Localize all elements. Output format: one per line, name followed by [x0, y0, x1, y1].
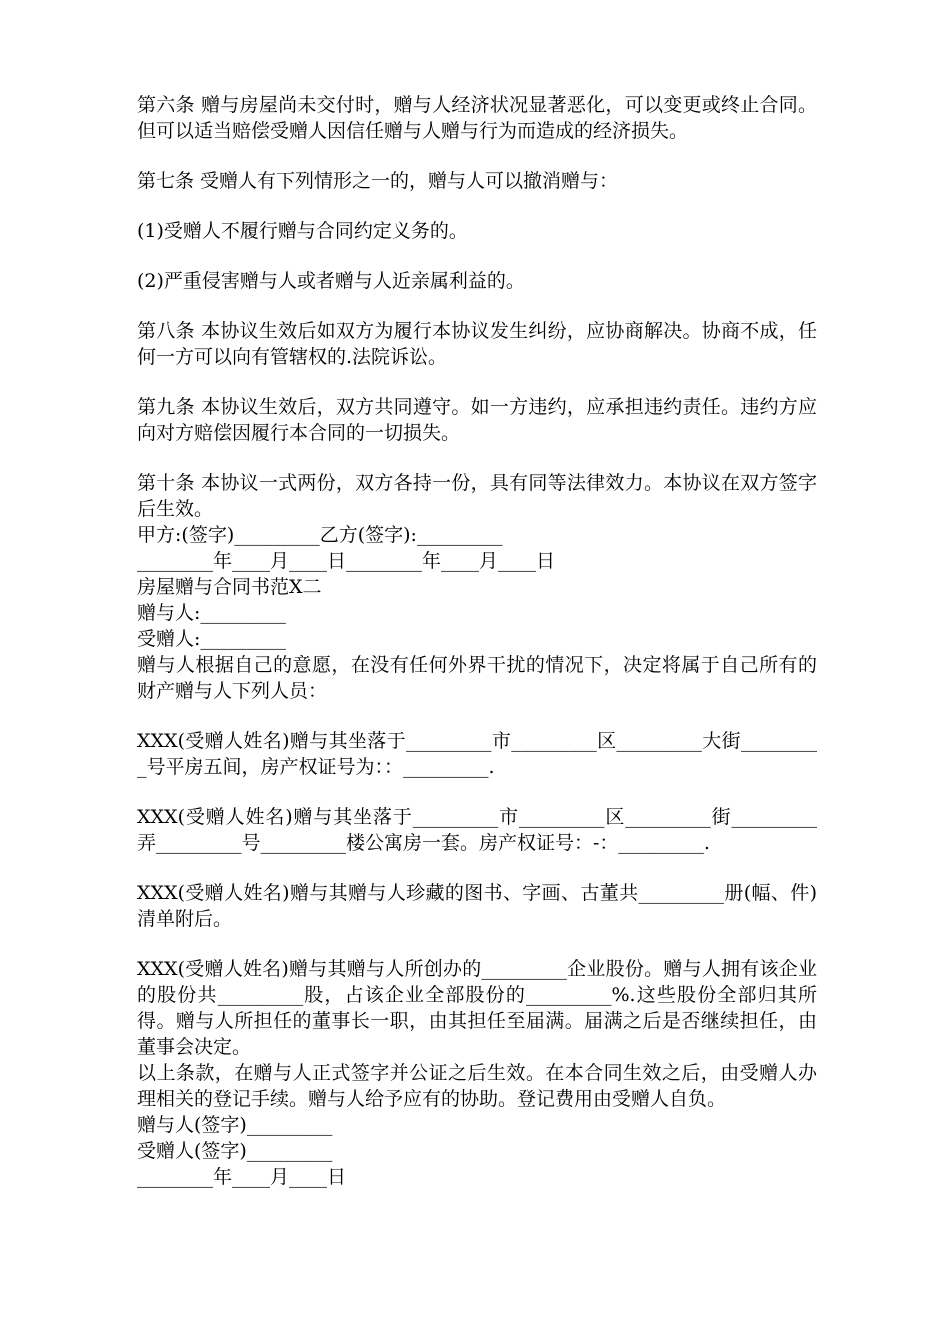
clause-house: XXX(受赠人姓名)赠与其坐落于_________市_________区_________大街_________号平房五间，房产权证号为：：_________.: [137, 730, 817, 778]
donee-signature: 受赠人(签字)_________: [137, 1140, 333, 1162]
contract-title-2: 房屋赠与合同书范X二: [137, 576, 322, 598]
article-7-item-1: (1)受赠人不履行赠与合同约定义务的。: [137, 220, 468, 242]
donor-field: 赠与人:_________: [137, 602, 286, 624]
donor-signature: 赠与人(签字)_________: [137, 1114, 333, 1136]
article-8: 第八条 本协议生效后如双方为履行本协议发生纠纷，应协商解决。协商不成，任何一方可以向有管辖权的.法院诉讼。: [137, 320, 817, 368]
effective-clause: 以上条款，在赠与人正式签字并公证之后生效。在本合同生效之后，由受赠人办理相关的登记手续。赠与人给予应有的协助。登记费用由受赠人自负。: [137, 1062, 817, 1110]
article-7: 第七条 受赠人有下列情形之一的，赠与人可以撤消赠与：: [137, 170, 619, 192]
final-date-line: ________年____月____日: [137, 1166, 347, 1188]
signature-line: 甲方:(签字)_________乙方(签字):_________: [137, 524, 503, 546]
date-line: ________年____月____日________年____月____日: [137, 550, 556, 572]
intro-paragraph: 赠与人根据自己的意愿，在没有任何外界干扰的情况下，决定将属于自己所有的财产赠与人下列人员：: [137, 654, 817, 702]
document-body: [137, 92, 817, 1190]
article-10: 第十条 本协议一式两份，双方各持一份，具有同等法律效力。本协议在双方签字后生效。: [137, 472, 817, 520]
donee-field: 受赠人:_________: [137, 628, 286, 650]
article-6: 第六条 赠与房屋尚未交付时，赠与人经济状况显著恶化，可以变更或终止合同。但可以适当赔偿受赠人因信任赠与人赠与行为而造成的经济损失。: [137, 94, 817, 142]
clause-apartment: XXX(受赠人姓名)赠与其坐落于_________市_________区_________街_________弄_________号_________楼公寓房一套。房产权证号：-：_________.: [137, 806, 817, 854]
clause-collection: XXX(受赠人姓名)赠与其赠与人珍藏的图书、字画、古董共_________册(幅、件)清单附后。: [137, 882, 817, 930]
article-9: 第九条 本协议生效后，双方共同遵守。如一方违约，应承担违约责任。违约方应向对方赔偿因履行本合同的一切损失。: [137, 396, 817, 444]
article-7-item-2: (2)严重侵害赠与人或者赠与人近亲属利益的。: [137, 270, 525, 292]
clause-shares: XXX(受赠人姓名)赠与其赠与人所创办的_________企业股份。赠与人拥有该企业的股份共_________股，占该企业全部股份的_________%.这些股份全部归其所得。赠与人所担任的董事长一职，由其担任至届满。届满之后是否继续担任，由董事会决定。: [137, 958, 817, 1058]
